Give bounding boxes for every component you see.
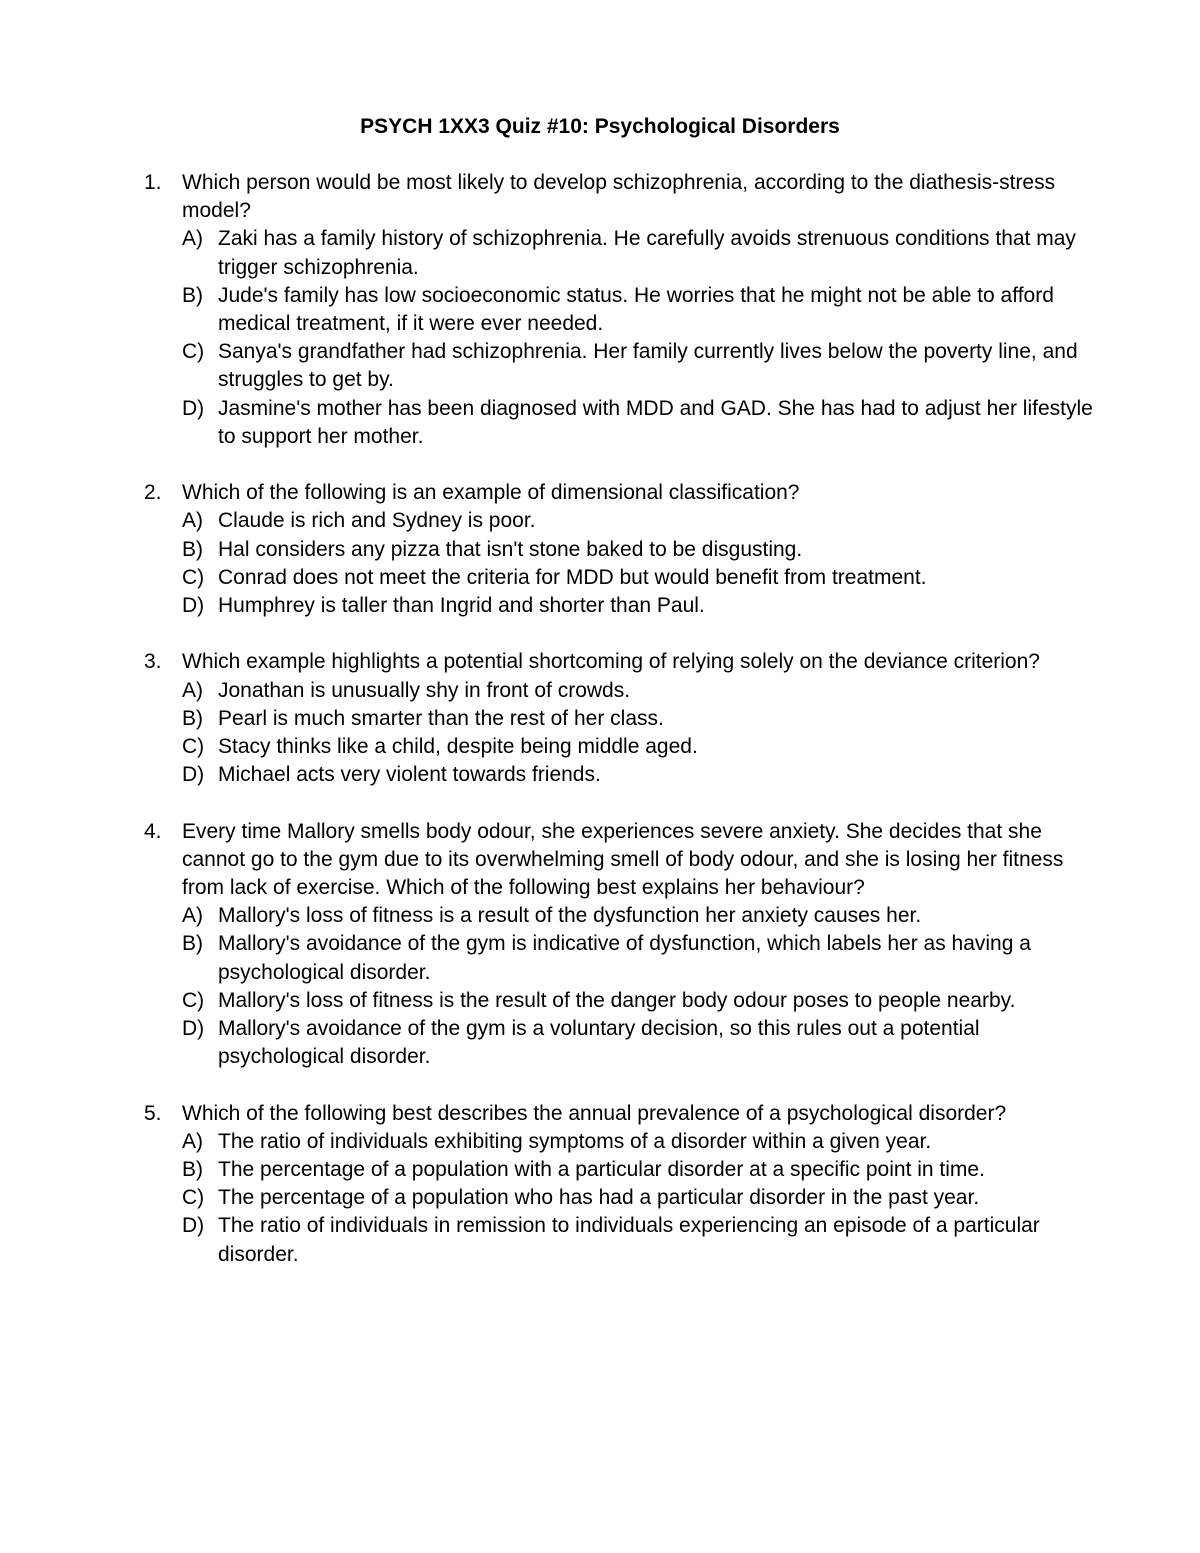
option-label: A) [182, 1129, 203, 1153]
option-text: Pearl is much smarter than the rest of her class. [218, 706, 664, 730]
option-d [182, 395, 1104, 451]
option-label: B) [182, 1158, 203, 1182]
option-text: Humphrey is taller than Ingrid and shorter than Paul. [218, 594, 705, 618]
option-label: D) [182, 1017, 205, 1041]
option-c [182, 987, 1104, 1015]
option-a [182, 677, 1104, 705]
option-label: C) [182, 988, 205, 1012]
option-text: Mallory's avoidance of the gym is indicative of dysfunction, which labels her as having a psychological disorder. [218, 932, 1031, 984]
option-text: Michael acts very violent towards friends. [218, 763, 601, 787]
option-text: The percentage of a population who has had a particular disorder in the past year. [218, 1186, 980, 1210]
question-text: Which person would be most likely to develop schizophrenia, according to the diathesis-stress model? [182, 171, 1056, 223]
option-text: Sanya's grandfather had schizophrenia. Her family currently lives below the poverty line, and struggles to get by. [218, 340, 1078, 392]
option-b [182, 705, 1104, 733]
option-text: The percentage of a population with a particular disorder at a specific point in time. [218, 1158, 985, 1182]
option-label: A) [182, 678, 203, 702]
option-text: Claude is rich and Sydney is poor. [218, 509, 536, 533]
option-text: Conrad does not meet the criteria for MDD but would benefit from treatment. [218, 565, 927, 589]
option-label: A) [182, 509, 203, 533]
question-number: 1. [144, 171, 162, 194]
option-label: D) [182, 763, 205, 787]
option-label: C) [182, 1186, 205, 1210]
option-b [182, 1156, 1104, 1184]
option-c [182, 1184, 1104, 1212]
option-label: B) [182, 932, 203, 956]
option-label: C) [182, 340, 205, 364]
option-label: D) [182, 1214, 205, 1238]
question-4 [144, 818, 1104, 1072]
option-text: The ratio of individuals in remission to individuals experiencing an episode of a particular disorder. [218, 1214, 1040, 1266]
question-5 [144, 1100, 1104, 1269]
option-b [182, 930, 1104, 986]
option-label: D) [182, 396, 205, 420]
option-c [182, 564, 1104, 592]
option-text: Jasmine's mother has been diagnosed with MDD and GAD. She has had to adjust her lifestyle to support her mother. [218, 396, 1093, 448]
option-a [182, 507, 1104, 535]
option-text: Stacy thinks like a child, despite being middle aged. [218, 735, 698, 759]
option-b [182, 282, 1104, 338]
option-text: Mallory's loss of fitness is the result of the danger body odour poses to people nearby. [218, 988, 1016, 1012]
option-text: Jude's family has low socioeconomic status. He worries that he might not be able to afford medical treatment, if it were ever needed. [218, 283, 1054, 336]
question-text: Which of the following best describes the annual prevalence of a psychological disorder? [182, 1101, 1007, 1125]
option-text: The ratio of individuals exhibiting symptoms of a disorder within a given year. [218, 1129, 932, 1153]
question-list [144, 169, 1104, 1297]
question-number: 2. [144, 481, 162, 505]
option-label: B) [182, 706, 203, 730]
question-number: 3. [144, 650, 162, 674]
option-label: B) [182, 283, 203, 307]
option-label: C) [182, 565, 205, 589]
question-text: Every time Mallory smells body odour, she experiences severe anxiety. She decides that she cannot go to the gym due to its overwhelming smell of body odour, and she is losing her fitness from lack of exercise. Which of the following best explains her behaviour? [182, 819, 1064, 900]
page-title: PSYCH 1XX3 Quiz #10: Psychological Disorders [360, 115, 840, 138]
option-text: Hal considers any pizza that isn't stone baked to be disgusting. [218, 537, 803, 561]
question-text: Which of the following is an example of dimensional classification? [182, 481, 800, 505]
option-label: B) [182, 537, 203, 561]
option-d [182, 1015, 1104, 1071]
option-text: Zaki has a family history of schizophrenia. He carefully avoids strenuous conditions that may trigger schizophrenia. [218, 227, 1076, 279]
option-c [182, 338, 1104, 394]
option-a [182, 1128, 1104, 1156]
option-d [182, 1212, 1104, 1268]
option-text: Mallory's avoidance of the gym is a voluntary decision, so this rules out a potential psychological disorder. [218, 1017, 980, 1069]
option-label: A) [182, 904, 203, 928]
option-label: D) [182, 594, 205, 618]
option-a [182, 902, 1104, 930]
question-3 [144, 648, 1104, 789]
option-text: Mallory's loss of fitness is a result of the dysfunction her anxiety causes her. [218, 904, 922, 928]
question-number: 5. [144, 1101, 162, 1125]
option-label: C) [182, 735, 205, 759]
option-d [182, 761, 1104, 789]
option-d [182, 592, 1104, 620]
option-label: A) [182, 227, 203, 251]
question-number: 4. [144, 819, 162, 843]
question-1 [144, 169, 1104, 451]
option-a [182, 225, 1104, 281]
question-text: Which example highlights a potential shortcoming of relying solely on the deviance criterion? [182, 650, 1040, 674]
question-2 [144, 479, 1104, 620]
option-text: Jonathan is unusually shy in front of crowds. [218, 678, 631, 702]
option-c [182, 733, 1104, 761]
option-b [182, 536, 1104, 564]
